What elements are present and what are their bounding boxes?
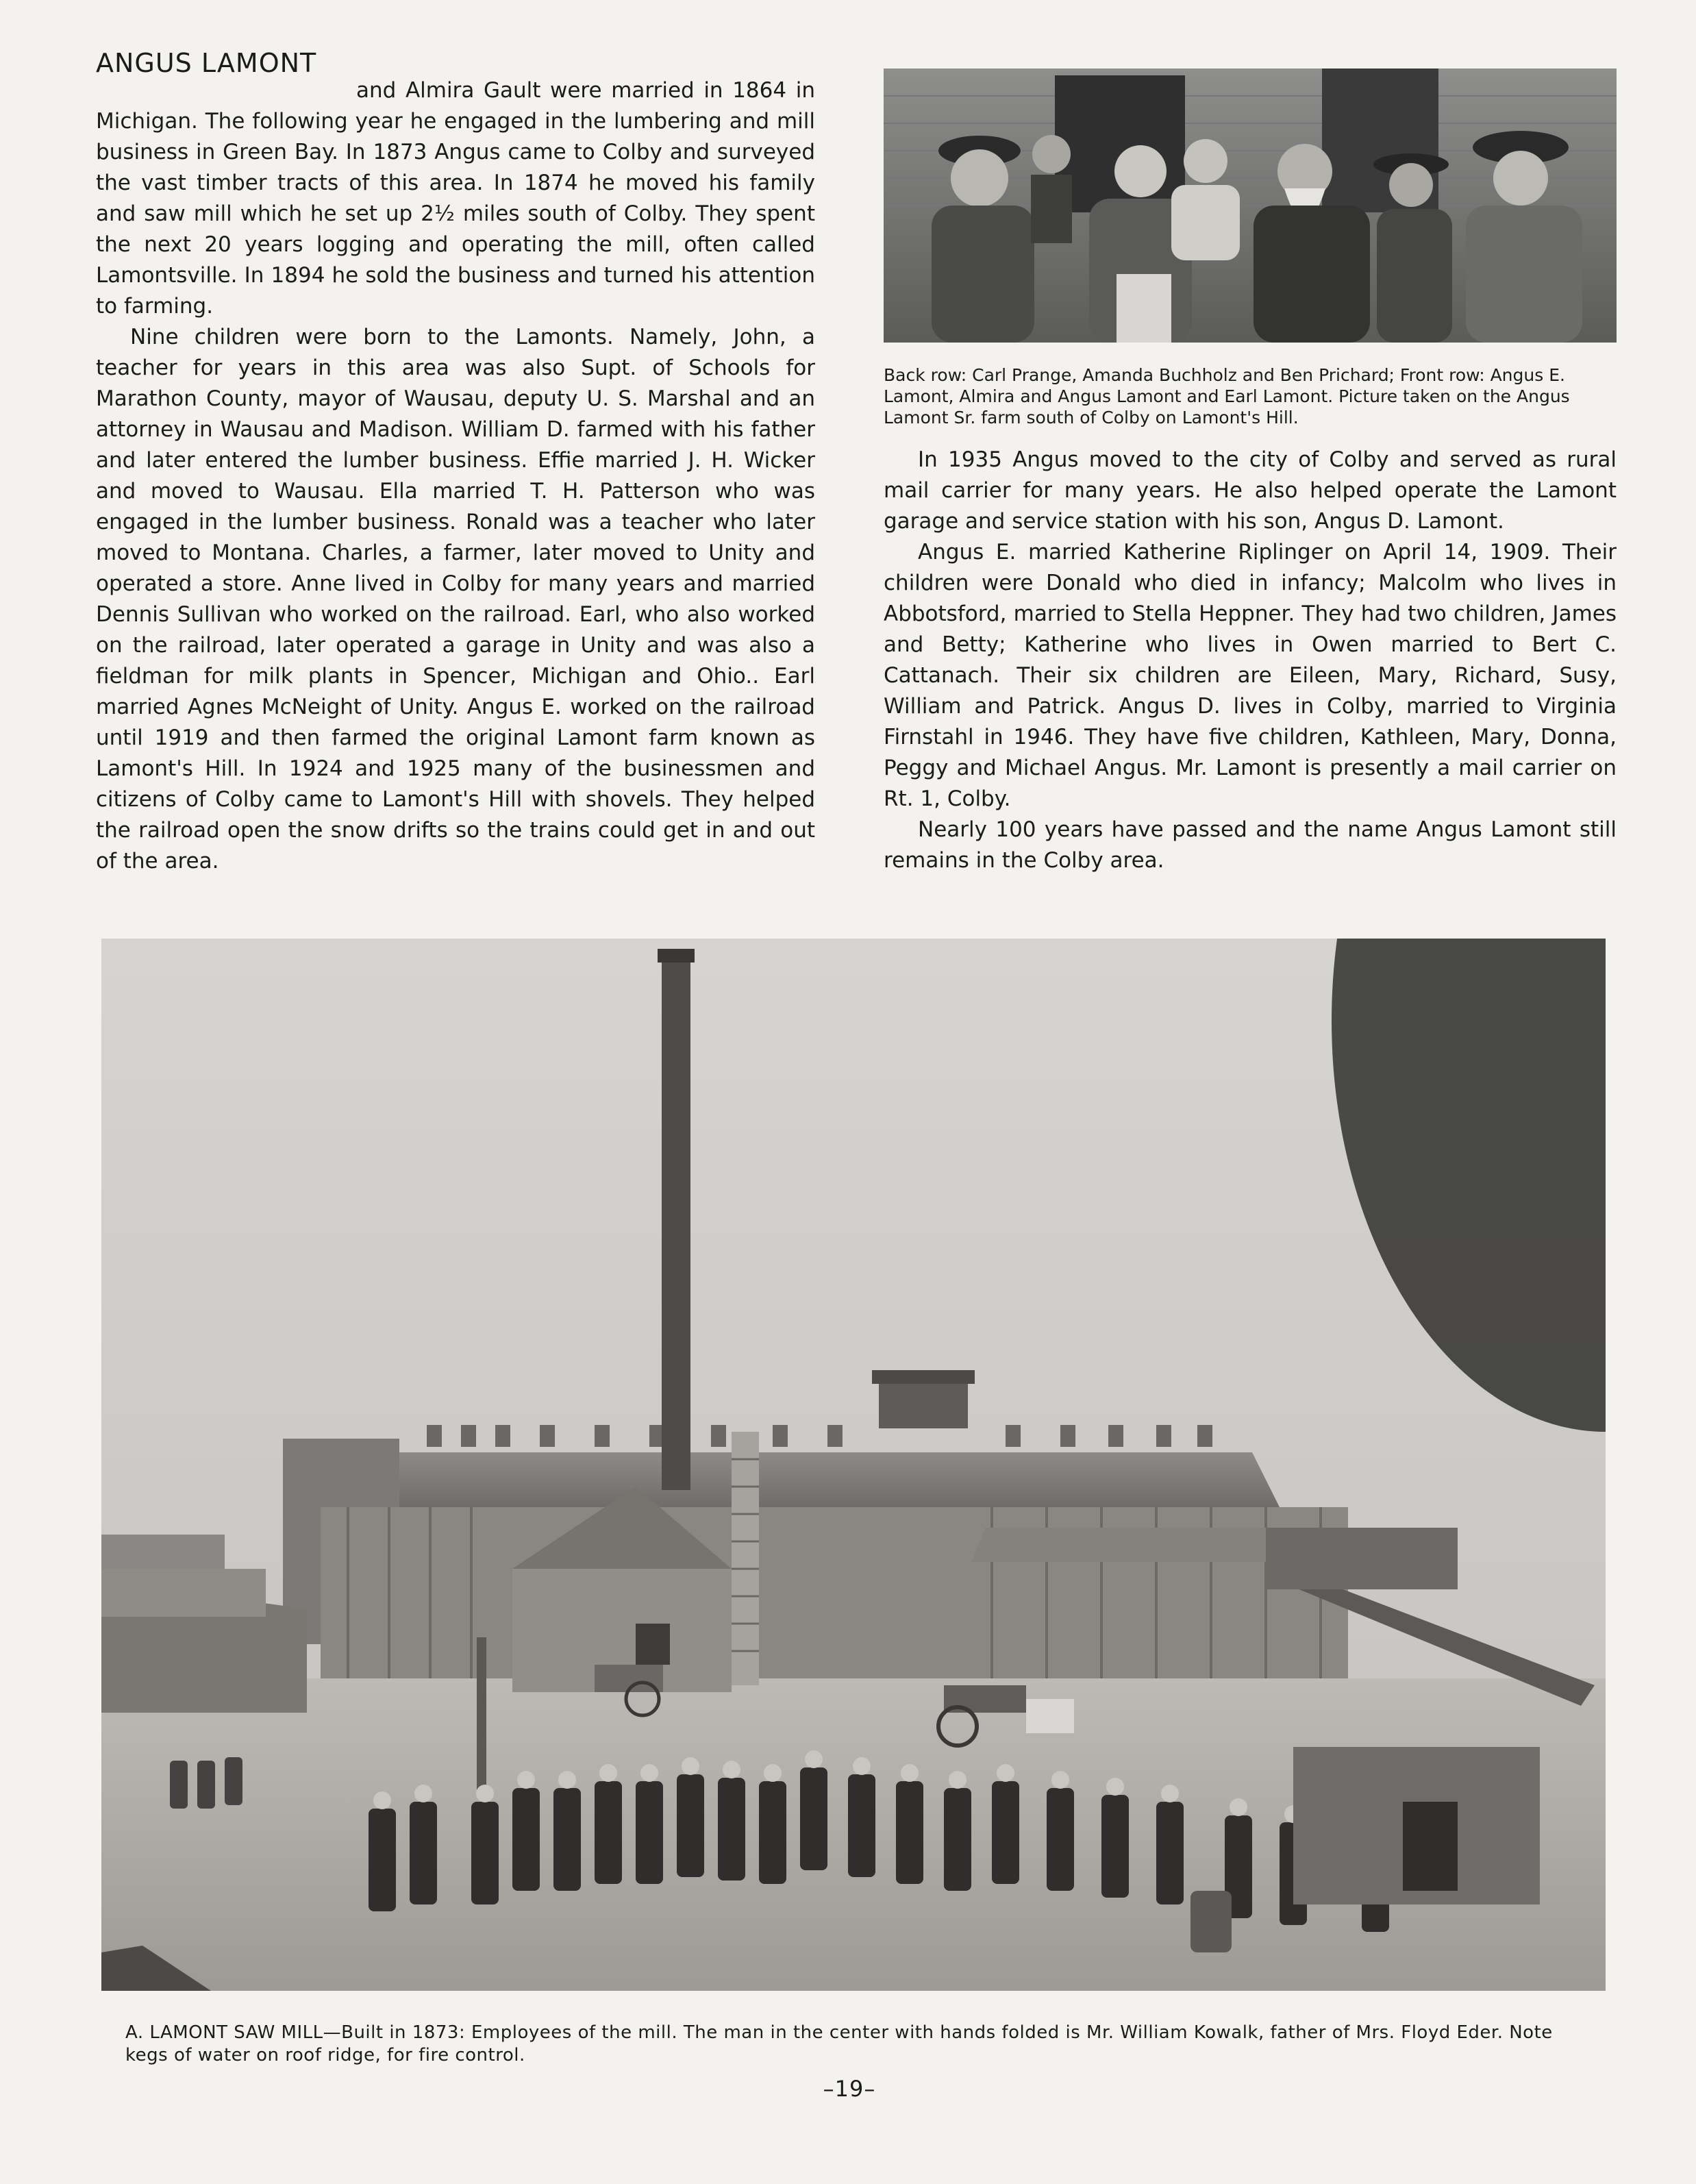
article-paragraph-4: Angus E. married Katherine Riplinger on April 14, 1909. Their children were Donald who died in infancy; Malcolm who lives in Abbotsford, married to Stella Heppner. They had two children, James and Betty; Katherine who lives in Owen married to Bert C. Cattanach. Their six children are Eileen, Mary, Richard, Susy, William and Patrick. Angus D. lives in Colby, married to Virginia Firnstahl in 1946. They have five children, Kathleen, Mary, Donna, Peggy and Michael Angus. Mr. Lamont is presently a mail carrier on Rt. 1, Colby. [884, 540, 1617, 811]
mill-photo-caption: A. LAMONT SAW MILL—Built in 1873: Employees of the mill. The man in the center with hands folded is Mr. William Kowalk, father of Mrs. Floyd Eder. Note kegs of water on roof ridge, for fire control. [125, 2022, 1553, 2065]
right-text-block [884, 445, 1617, 876]
article-paragraph-1: and Almira Gault were married in 1864 in Michigan. The following year he engaged in the lumbering and mill business in Green Bay. In 1873 Angus came to Colby and surveyed the vast timber tracts of this area. In 1874 he moved his family and saw mill which he set up 2½ miles south of Colby. They spent the next 20 years logging and operating the mill, often called Lamontsville. In 1894 he sold the business and turned his attention to farming. [96, 78, 815, 319]
article-paragraph-5: Nearly 100 years have passed and the name Angus Lamont still remains in the Colby area. [884, 817, 1617, 873]
article-title: ANGUS LAMONT [96, 48, 317, 78]
family-photo-caption: Back row: Carl Prange, Amanda Buchholz and Ben Prichard; Front row: Angus E. Lamont, Almira and Angus Lamont and Earl Lamont. Picture taken on the Angus Lamont Sr. farm south of Colby on Lamont's Hill. [884, 365, 1570, 427]
mill-photo-image [101, 939, 1606, 1991]
article-paragraph-3: In 1935 Angus moved to the city of Colby and served as rural mail carrier for many years. He also helped operate the Lamont garage and service station with his son, Angus D. Lamont. [884, 447, 1617, 534]
article-paragraph-2: Nine children were born to the Lamonts. Namely, John, a teacher for years in this area was also Supt. of Schools for Marathon County, mayor of Wausau, deputy U. S. Marshal and an attorney in Wausau and Madison. William D. farmed with his father and later entered the lumber business. Effie married J. H. Wicker and moved to Wausau. Ella married T. H. Patterson who was engaged in the lumber business. Ronald was a teacher who later moved to Montana. Charles, a farmer, later moved to Unity and operated a store. Anne lived in Colby for many years and married Dennis Sullivan who worked on the railroad. Earl, who also worked on the railroad, later operated a garage in Unity and was also a fieldman for milk plants in Spencer, Michigan and Ohio.. Earl married Agnes McNeight of Unity. Angus E. worked on the railroad until 1919 and then farmed the original Lamont farm known as Lamont's Hill. In 1924 and 1925 many of the businessmen and citizens of Colby came to Lamont's Hill with shovels. They helped the railroad open the snow drifts so the trains could get in and out of the area. [96, 325, 815, 873]
right-column [884, 69, 1617, 876]
family-photo [884, 69, 1617, 343]
left-column [96, 45, 815, 877]
mill-photo [101, 939, 1606, 1991]
page-number: –19– [823, 2076, 876, 2102]
family-photo-image [884, 69, 1617, 343]
